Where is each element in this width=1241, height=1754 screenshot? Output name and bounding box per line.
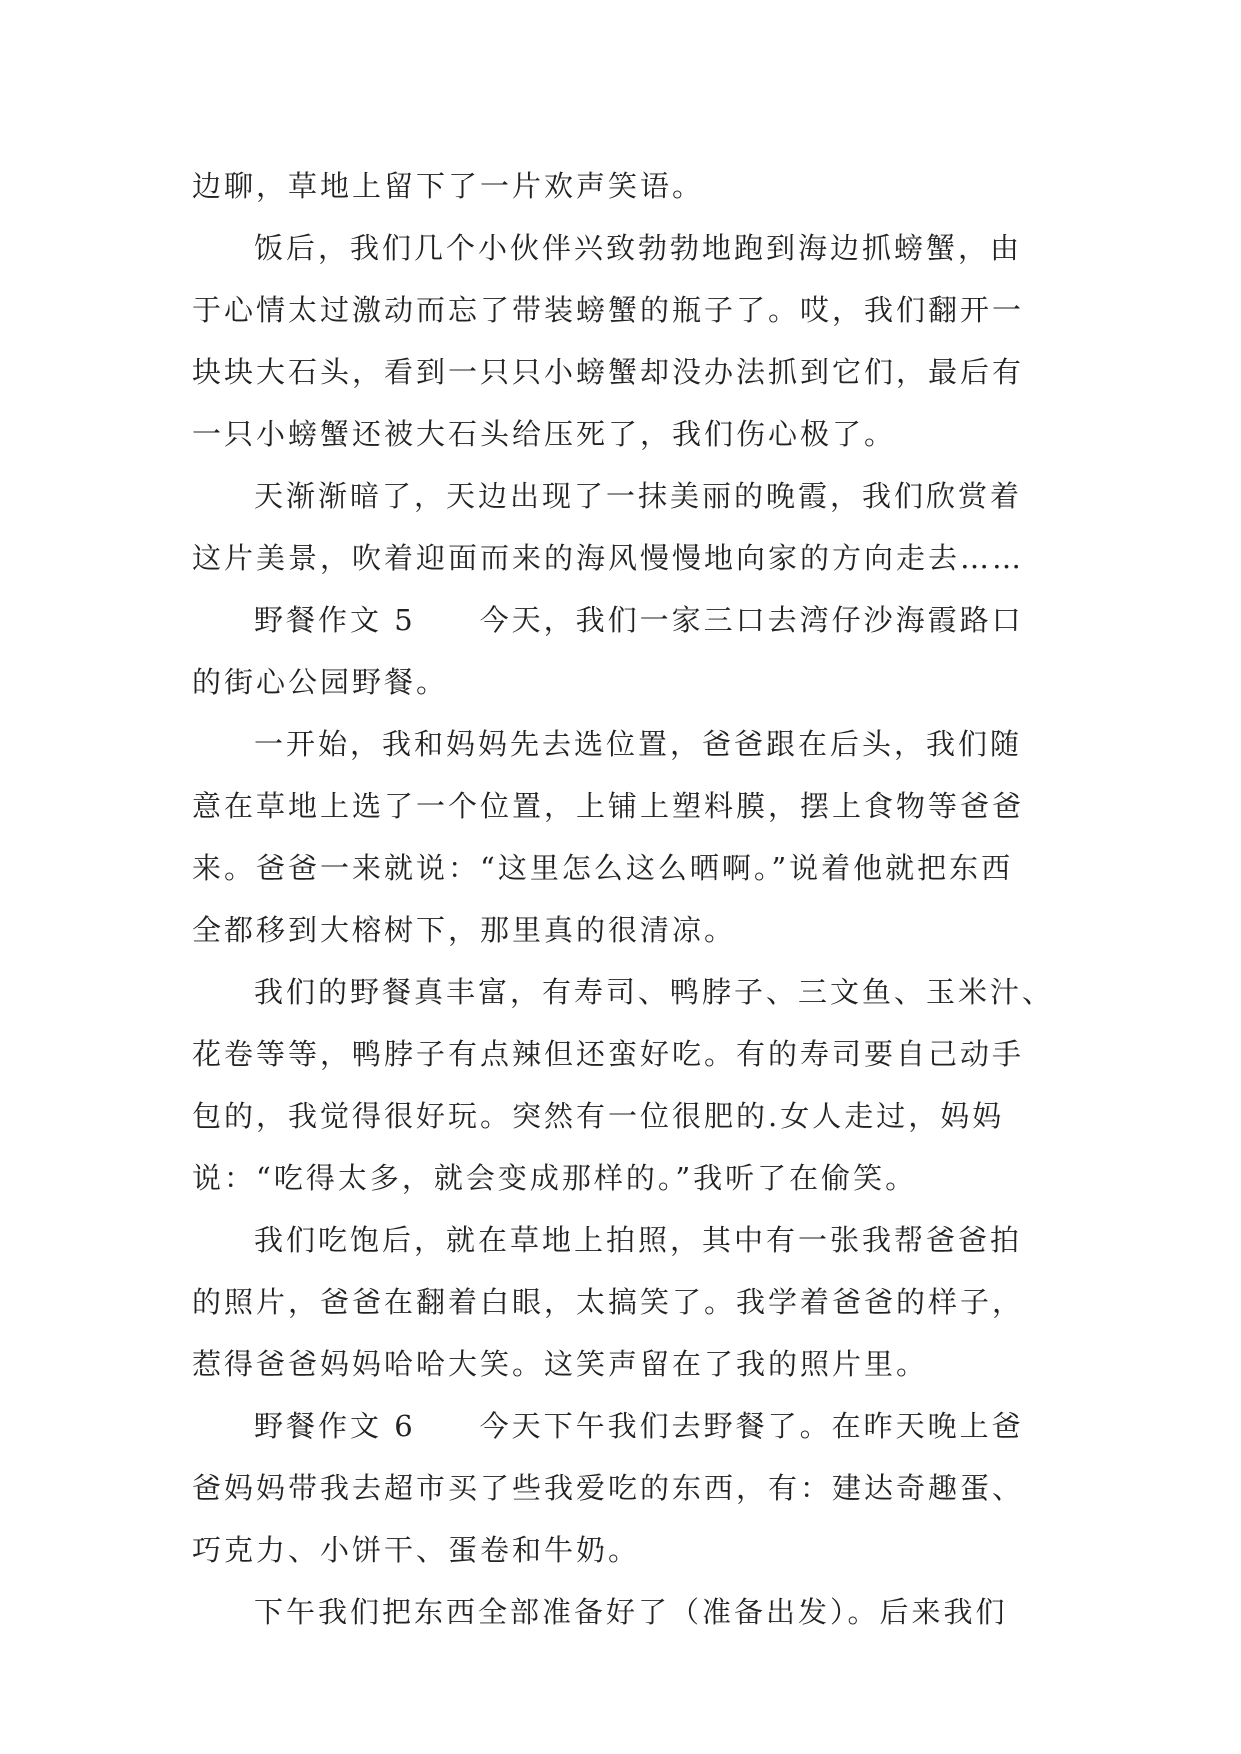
text-line: 天渐渐暗了，天边出现了一抹美丽的晚霞，我们欣赏着 — [254, 479, 1023, 513]
text-line: 巧克力、小饼干、蛋卷和牛奶。 — [192, 1533, 641, 1567]
text-line: 边聊，草地上留下了一片欢声笑语。 — [192, 169, 705, 203]
text-line: 饭后，我们几个小伙伴兴致勃勃地跑到海边抓螃蟹，由 — [254, 231, 1023, 265]
text-line: 全都移到大榕树下，那里真的很清凉。 — [192, 913, 737, 947]
text-line: 意在草地上选了一个位置，上铺上塑料膜，摆上食物等爸爸 — [192, 789, 1025, 823]
text-line: 惹得爸爸妈妈哈哈大笑。这笑声留在了我的照片里。 — [192, 1347, 929, 1381]
text-line: 我们的野餐真丰富，有寿司、鸭脖子、三文鱼、玉米汁、 — [254, 975, 1055, 1009]
text-line: 来。爸爸一来就说：“这里怎么这么晒啊。”说着他就把东西 — [192, 851, 1014, 885]
text-line: 块块大石头，看到一只只小螃蟹却没办法抓到它们，最后有 — [192, 355, 1025, 389]
text-line: 爸妈妈带我去超市买了些我爱吃的东西，有：建达奇趣蛋、 — [192, 1471, 1025, 1505]
text-line: 我们吃饱后，就在草地上拍照，其中有一张我帮爸爸拍 — [254, 1223, 1023, 1257]
text-line: 一开始，我和妈妈先去选位置，爸爸跟在后头，我们随 — [254, 727, 1023, 761]
document-body — [192, 155, 1072, 1643]
text-line: 包的，我觉得很好玩。突然有一位很肥的.女人走过，妈妈 — [192, 1099, 1005, 1133]
text-line: 的街心公园野餐。 — [192, 665, 449, 699]
text-line: 这片美景，吹着迎面而来的海风慢慢地向家的方向走去…… — [192, 541, 1025, 575]
text-line: 花卷等等，鸭脖子有点辣但还蛮好吃。有的寿司要自己动手 — [192, 1037, 1025, 1071]
section-heading-line: 野餐作文 6 今天下午我们去野餐了。在昨天晚上爸 — [254, 1409, 1024, 1443]
text-line: 下午我们把东西全部准备好了（准备出发）。后来我们 — [254, 1595, 1008, 1629]
section-heading-line: 野餐作文 5 今天，我们一家三口去湾仔沙海霞路口 — [254, 603, 1024, 637]
text-line: 说：“吃得太多，就会变成那样的。”我听了在偷笑。 — [192, 1161, 918, 1195]
text-line: 于心情太过激动而忘了带装螃蟹的瓶子了。哎，我们翻开一 — [192, 293, 1025, 327]
text-line: 的照片，爸爸在翻着白眼，太搞笑了。我学着爸爸的样子， — [192, 1285, 1025, 1319]
text-line: 一只小螃蟹还被大石头给压死了，我们伤心极了。 — [192, 417, 897, 451]
